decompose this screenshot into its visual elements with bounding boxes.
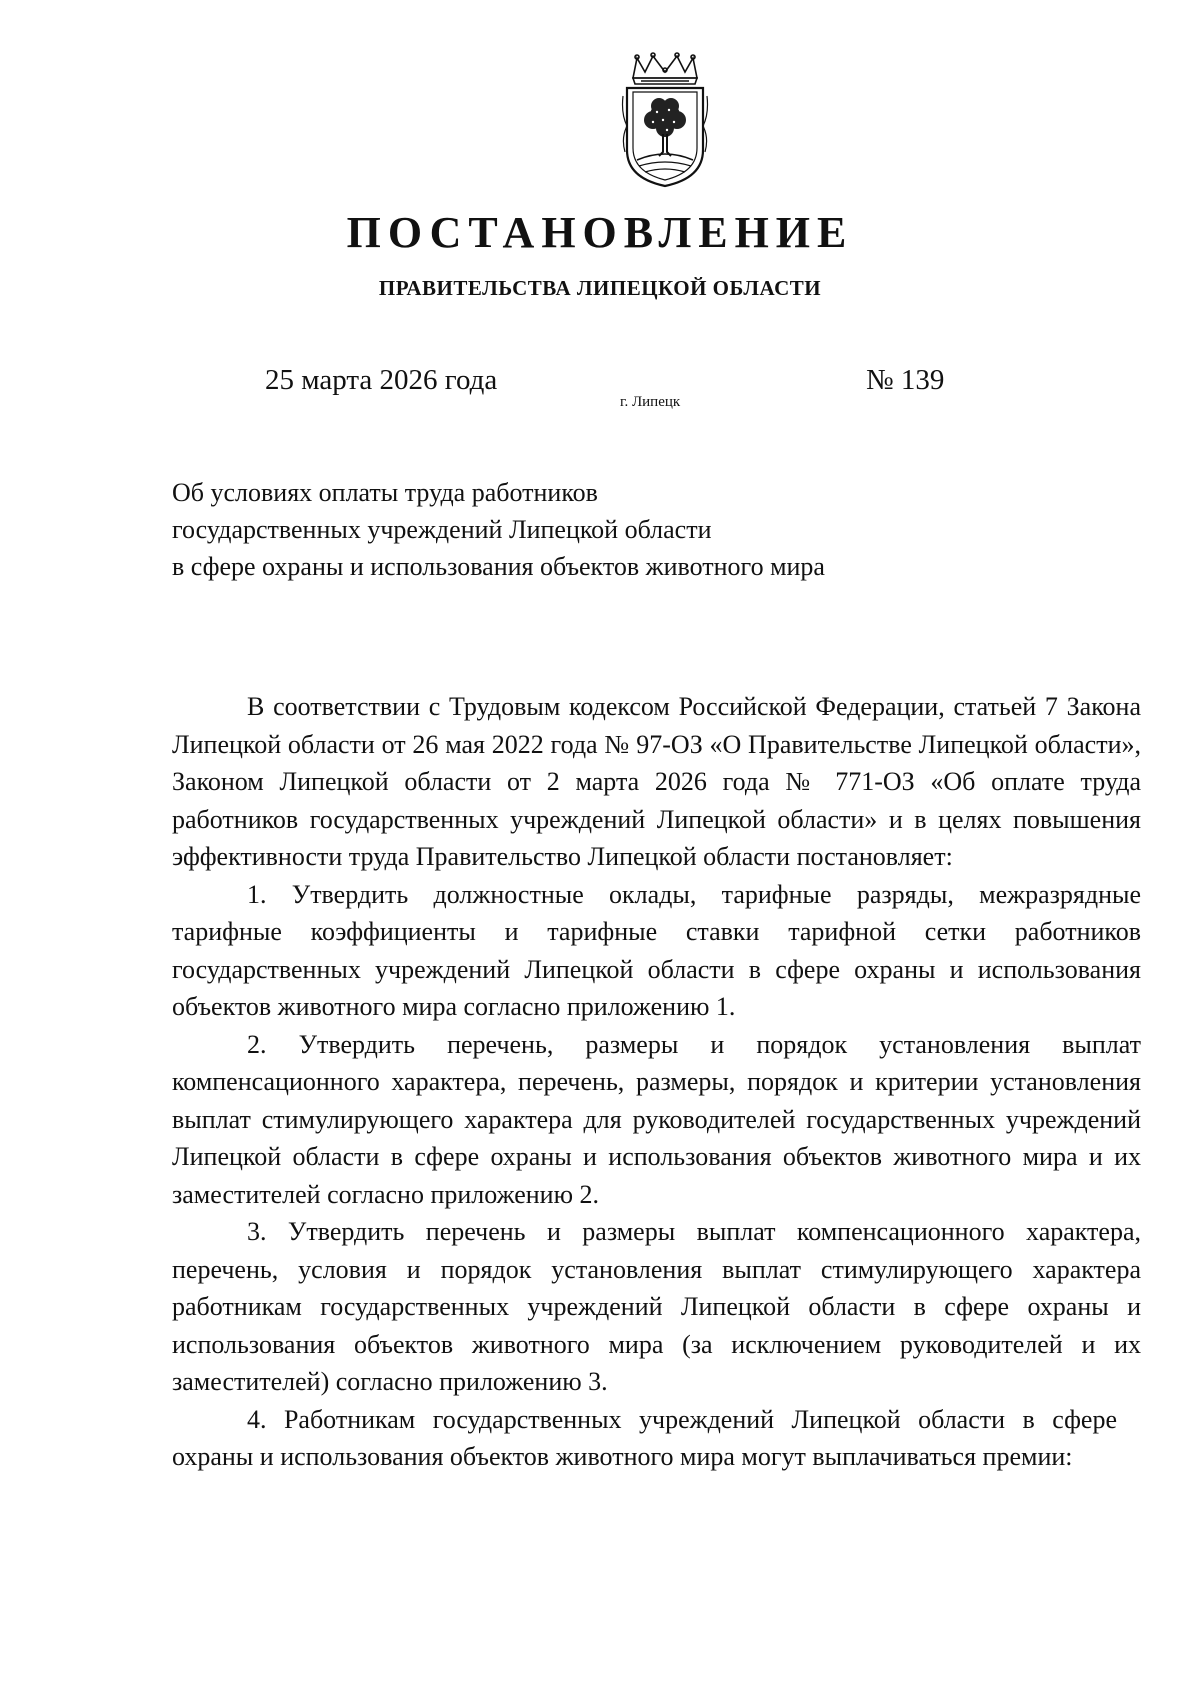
document-city: г. Липецк [620, 394, 681, 410]
body-paragraph-item-3: 3. Утвердить перечень и размеры выплат компенсационного характера, перечень, условия и порядок установления выплат стимулирующего характера работникам государственных учреждений Липецкой области в сфере охраны и использования объектов животного мира (за исключением руководителей и их заместителей) согласно приложению 3. [172, 1217, 1141, 1396]
issuing-authority: ПРАВИТЕЛЬСТВА ЛИПЕЦКОЙ ОБЛАСТИ [378, 276, 822, 300]
document-number: № 139 [866, 364, 945, 396]
body-paragraph-preamble: В соответствии с Трудовым кодексом Российской Федерации, статьей 7 Закона Липецкой области от 26 мая 2022 года № 97-ОЗ «О Правительстве Липецкой области», Законом Липецкой области от 2 марта 2026 года № 771-ОЗ «Об оплате труда работников государственных учреждений Липецкой области» и в целях повышения эффективности труда Правительство Липецкой области постановляет: [172, 692, 1141, 871]
subject-line: в сфере охраны и использования объектов животного мира [172, 552, 825, 581]
document-title: ПОСТАНОВЛЕНИЕ [346, 208, 854, 257]
body-paragraph-item-1: 1. Утвердить должностные оклады, тарифные разряды, межразрядные тарифные коэффициенты и тарифные ставки тарифной сетки работников государственных учреждений Липецкой области в сфере охраны и использования объектов животного мира согласно приложению 1. [172, 879, 1141, 1021]
subject-line: Об условиях оплаты труда работников [172, 478, 598, 507]
subject-line: государственных учреждений Липецкой области [172, 515, 712, 544]
body-paragraph-item-2: 2. Утвердить перечень, размеры и порядок установления выплат компенсационного характера, перечень, размеры, порядок и критерии установления выплат стимулирующего характера для руководителей государственных учреждений Липецкой области в сфере охраны и использования объектов животного мира и их заместителей согласно приложению 2. [172, 1029, 1141, 1209]
document-subject [172, 474, 932, 585]
document-body [172, 688, 1141, 1476]
document-date: 25 марта 2026 года [265, 364, 498, 396]
coat-of-arms-icon [619, 52, 711, 190]
body-paragraph-item-4: 4. Работникам государственных учреждений Липецкой области в сфере охраны и использования объектов животного мира могут выплачиваться премии: [172, 1404, 1117, 1471]
